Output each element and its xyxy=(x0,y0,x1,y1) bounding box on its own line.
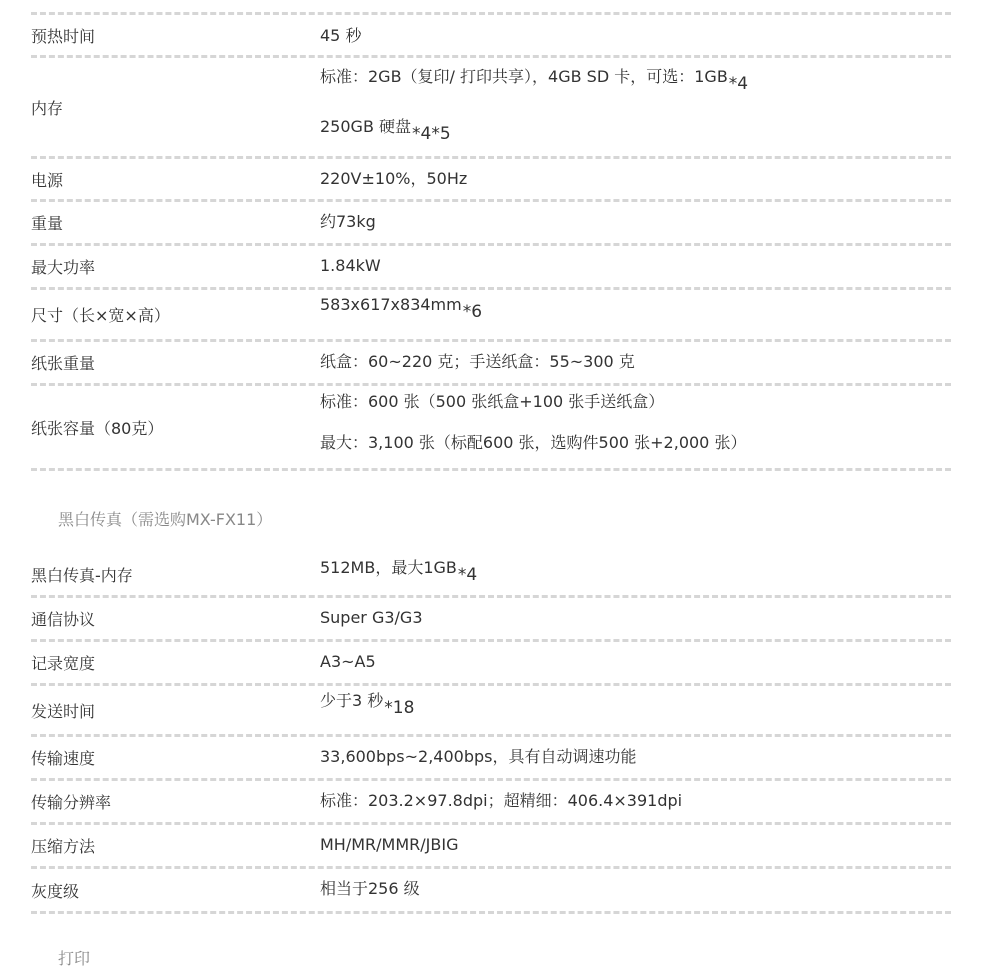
spec-value-line xyxy=(320,652,376,672)
spec-value: 最大：3,100 张（标配600 张，选购件500 张+2,000 张） xyxy=(320,433,747,452)
spec-label: 黑白传真-内存 xyxy=(31,565,133,585)
spec-value: A3~A5 xyxy=(320,652,376,671)
spec-value-line xyxy=(320,212,376,232)
spec-value: 纸盒：60~220 克；手送纸盒：55~300 克 xyxy=(320,352,635,371)
spec-table-fax xyxy=(31,553,951,914)
spec-value-line xyxy=(320,295,483,322)
spec-value: 相当于256 级 xyxy=(320,879,420,898)
spec-row xyxy=(31,342,951,386)
spec-value: 少于3 秒 xyxy=(320,691,384,710)
spec-value-line xyxy=(320,608,423,628)
spec-label: 记录宽度 xyxy=(31,654,96,673)
spec-value-line xyxy=(320,791,682,811)
spec-label: 纸张重量 xyxy=(31,354,96,373)
spec-value-line xyxy=(320,835,458,855)
spec-row xyxy=(31,290,951,342)
footnote-mark: *4*5 xyxy=(412,124,451,144)
spec-value: 33,600bps~2,400bps，具有自动调速功能 xyxy=(320,747,637,766)
spec-label: 压缩方法 xyxy=(31,837,96,856)
spec-row xyxy=(31,553,951,598)
spec-value: 250GB 硬盘 xyxy=(320,117,412,136)
spec-value: MH/MR/MMR/JBIG xyxy=(320,835,459,854)
spec-row xyxy=(31,598,951,642)
spec-value-line xyxy=(320,67,749,94)
spec-label: 通信协议 xyxy=(31,610,96,629)
section-title-fax: 黑白传真（需选购MX-FX11） xyxy=(58,510,273,529)
spec-row xyxy=(31,686,951,737)
spec-value: 约73kg xyxy=(320,212,376,231)
spec-row xyxy=(31,159,951,202)
footnote-mark: *4 xyxy=(457,565,478,585)
spec-value-line xyxy=(320,256,381,276)
spec-row xyxy=(31,246,951,290)
spec-label: 灰度级 xyxy=(31,881,80,901)
spec-label: 重量 xyxy=(31,214,64,233)
spec-value: 45 秒 xyxy=(320,26,362,45)
spec-value-line xyxy=(320,117,451,144)
spec-value-line xyxy=(320,352,635,372)
spec-value-line xyxy=(320,26,361,46)
spec-value: 标准：203.2×97.8dpi；超精细：406.4×391dpi xyxy=(320,791,683,810)
spec-value-line xyxy=(320,691,415,718)
spec-label: 发送时间 xyxy=(31,701,96,721)
spec-value-line xyxy=(320,558,478,585)
spec-value-line xyxy=(320,169,467,189)
spec-label: 尺寸（长×宽×高） xyxy=(31,306,170,325)
spec-row xyxy=(31,15,951,58)
spec-value: Super G3/G3 xyxy=(320,608,423,627)
spec-row xyxy=(31,58,951,159)
spec-row xyxy=(31,642,951,686)
spec-label: 传输分辨率 xyxy=(31,793,112,812)
spec-row xyxy=(31,825,951,869)
section-title-print: 打印 xyxy=(58,949,91,968)
spec-value-line xyxy=(320,879,420,899)
spec-value: 220V±10%，50Hz xyxy=(320,169,468,188)
spec-row xyxy=(31,781,951,825)
spec-value-line xyxy=(320,392,664,412)
spec-label: 电源 xyxy=(31,170,64,190)
spec-value: 583x617x834mm xyxy=(320,295,462,314)
spec-row xyxy=(31,737,951,781)
spec-label: 纸张容量（80克） xyxy=(31,418,164,438)
spec-value: 1.84kW xyxy=(320,256,381,275)
footnote-mark: *18 xyxy=(384,698,415,718)
footnote-mark: *6 xyxy=(462,302,483,322)
spec-table-general xyxy=(31,15,951,471)
spec-row xyxy=(31,202,951,246)
spec-label: 内存 xyxy=(31,98,64,118)
spec-value: 标准：600 张（500 张纸盒+100 张手送纸盒） xyxy=(320,392,665,411)
spec-value-line xyxy=(320,747,637,767)
spec-value-line xyxy=(320,433,746,453)
spec-row xyxy=(31,869,951,914)
spec-label: 传输速度 xyxy=(31,749,96,768)
spec-value: 标准：2GB（复印/ 打印共享），4GB SD 卡，可选：1GB xyxy=(320,67,728,86)
spec-label: 预热时间 xyxy=(31,26,96,46)
footnote-mark: *4 xyxy=(728,74,749,94)
spec-label: 最大功率 xyxy=(31,258,96,277)
spec-value: 512MB，最大1GB xyxy=(320,558,457,577)
spec-row xyxy=(31,386,951,471)
